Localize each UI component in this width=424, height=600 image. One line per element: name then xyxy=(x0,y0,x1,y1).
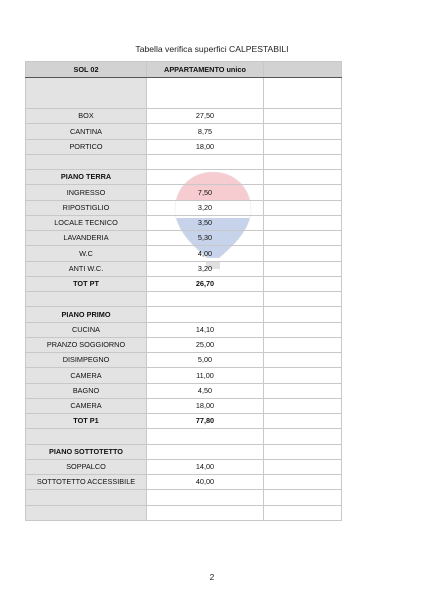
table-row xyxy=(26,475,342,490)
table-row xyxy=(26,459,342,474)
table-row xyxy=(26,368,342,383)
empty-cell xyxy=(264,459,342,474)
empty-cell xyxy=(264,78,342,109)
room-label xyxy=(26,429,147,444)
area-value: 3,20 xyxy=(147,261,264,276)
empty-cell xyxy=(264,124,342,139)
room-label: CUCINA xyxy=(26,322,147,337)
room-label: TOT P1 xyxy=(26,414,147,429)
room-label: CANTINA xyxy=(26,124,147,139)
room-label: RIPOSTIGLIO xyxy=(26,200,147,215)
empty-cell xyxy=(264,414,342,429)
table-row xyxy=(26,154,342,169)
room-label: CAMERA xyxy=(26,398,147,413)
table-row xyxy=(26,185,342,200)
room-label: INGRESSO xyxy=(26,185,147,200)
empty-cell xyxy=(264,307,342,322)
room-label: PIANO SOTTOTETTO xyxy=(26,444,147,459)
area-value: 8,75 xyxy=(147,124,264,139)
page-number: 2 xyxy=(209,572,215,582)
table-row xyxy=(26,200,342,215)
section-row xyxy=(26,444,342,459)
table-row xyxy=(26,231,342,246)
table-row xyxy=(26,322,342,337)
area-value xyxy=(147,307,264,322)
area-value: 5,00 xyxy=(147,353,264,368)
room-label: LAVANDERIA xyxy=(26,231,147,246)
table-row xyxy=(26,505,342,520)
empty-cell xyxy=(264,398,342,413)
area-value: 27,50 xyxy=(147,109,264,124)
room-label: SOPPALCO xyxy=(26,459,147,474)
table-row xyxy=(26,261,342,276)
room-label: PIANO PRIMO xyxy=(26,307,147,322)
room-label: TOT PT xyxy=(26,276,147,291)
empty-cell xyxy=(264,246,342,261)
empty-cell xyxy=(264,170,342,185)
empty-cell xyxy=(264,444,342,459)
empty-cell xyxy=(264,200,342,215)
table-row xyxy=(26,109,342,124)
room-label: PORTICO xyxy=(26,139,147,154)
area-value xyxy=(147,505,264,520)
empty-cell xyxy=(264,322,342,337)
room-label: ANTI W.C. xyxy=(26,261,147,276)
area-value: 18,00 xyxy=(147,139,264,154)
area-value: 26,70 xyxy=(147,276,264,291)
table-row xyxy=(26,383,342,398)
area-value: 11,00 xyxy=(147,368,264,383)
empty-cell xyxy=(264,109,342,124)
room-label xyxy=(26,154,147,169)
empty-cell xyxy=(264,475,342,490)
room-label: SOTTOTETTO ACCESSIBILE xyxy=(26,475,147,490)
room-label: PRANZO SOGGIORNO xyxy=(26,337,147,352)
table-row xyxy=(26,246,342,261)
total-row xyxy=(26,414,342,429)
empty-cell xyxy=(264,353,342,368)
header-col-sol: SOL 02 xyxy=(26,62,147,78)
table-row xyxy=(26,337,342,352)
area-value: 25,00 xyxy=(147,337,264,352)
table-row xyxy=(26,124,342,139)
room-label: LOCALE TECNICO xyxy=(26,215,147,230)
area-value xyxy=(147,490,264,505)
table-header-row xyxy=(26,62,342,78)
empty-cell xyxy=(264,231,342,246)
area-value: 4,50 xyxy=(147,383,264,398)
empty-cell xyxy=(264,368,342,383)
area-value: 4,00 xyxy=(147,246,264,261)
empty-cell xyxy=(264,276,342,291)
empty-cell xyxy=(264,505,342,520)
surface-table xyxy=(25,61,342,521)
room-label xyxy=(26,78,147,109)
empty-cell xyxy=(264,490,342,505)
room-label xyxy=(26,292,147,307)
header-col-empty xyxy=(264,62,342,78)
empty-cell xyxy=(264,261,342,276)
area-value xyxy=(147,170,264,185)
room-label xyxy=(26,490,147,505)
area-value: 40,00 xyxy=(147,475,264,490)
room-label: PIANO TERRA xyxy=(26,170,147,185)
area-value: 14,10 xyxy=(147,322,264,337)
document-title: Tabella verifica superfici CALPESTABILI xyxy=(135,44,289,54)
area-value: 14,00 xyxy=(147,459,264,474)
area-value: 7,50 xyxy=(147,185,264,200)
area-value xyxy=(147,154,264,169)
area-value: 77,80 xyxy=(147,414,264,429)
area-value xyxy=(147,444,264,459)
empty-cell xyxy=(264,185,342,200)
table-row xyxy=(26,139,342,154)
empty-cell xyxy=(264,154,342,169)
area-value: 5,30 xyxy=(147,231,264,246)
table-row xyxy=(26,353,342,368)
area-value xyxy=(147,78,264,109)
room-label: BAGNO xyxy=(26,383,147,398)
section-row xyxy=(26,307,342,322)
header-col-appartamento: APPARTAMENTO unico xyxy=(147,62,264,78)
empty-cell xyxy=(264,337,342,352)
empty-cell xyxy=(264,292,342,307)
table-row xyxy=(26,78,342,109)
empty-cell xyxy=(264,383,342,398)
room-label: W.C xyxy=(26,246,147,261)
table-row xyxy=(26,292,342,307)
room-label: CAMERA xyxy=(26,368,147,383)
empty-cell xyxy=(264,429,342,444)
area-value: 18,00 xyxy=(147,398,264,413)
area-value: 3,20 xyxy=(147,200,264,215)
table-row xyxy=(26,398,342,413)
section-row xyxy=(26,170,342,185)
room-label: BOX xyxy=(26,109,147,124)
total-row xyxy=(26,276,342,291)
room-label: DISIMPEGNO xyxy=(26,353,147,368)
table-row xyxy=(26,490,342,505)
room-label xyxy=(26,505,147,520)
empty-cell xyxy=(264,215,342,230)
area-value xyxy=(147,429,264,444)
empty-cell xyxy=(264,139,342,154)
area-value: 3,50 xyxy=(147,215,264,230)
table-row xyxy=(26,215,342,230)
table-row xyxy=(26,429,342,444)
area-value xyxy=(147,292,264,307)
